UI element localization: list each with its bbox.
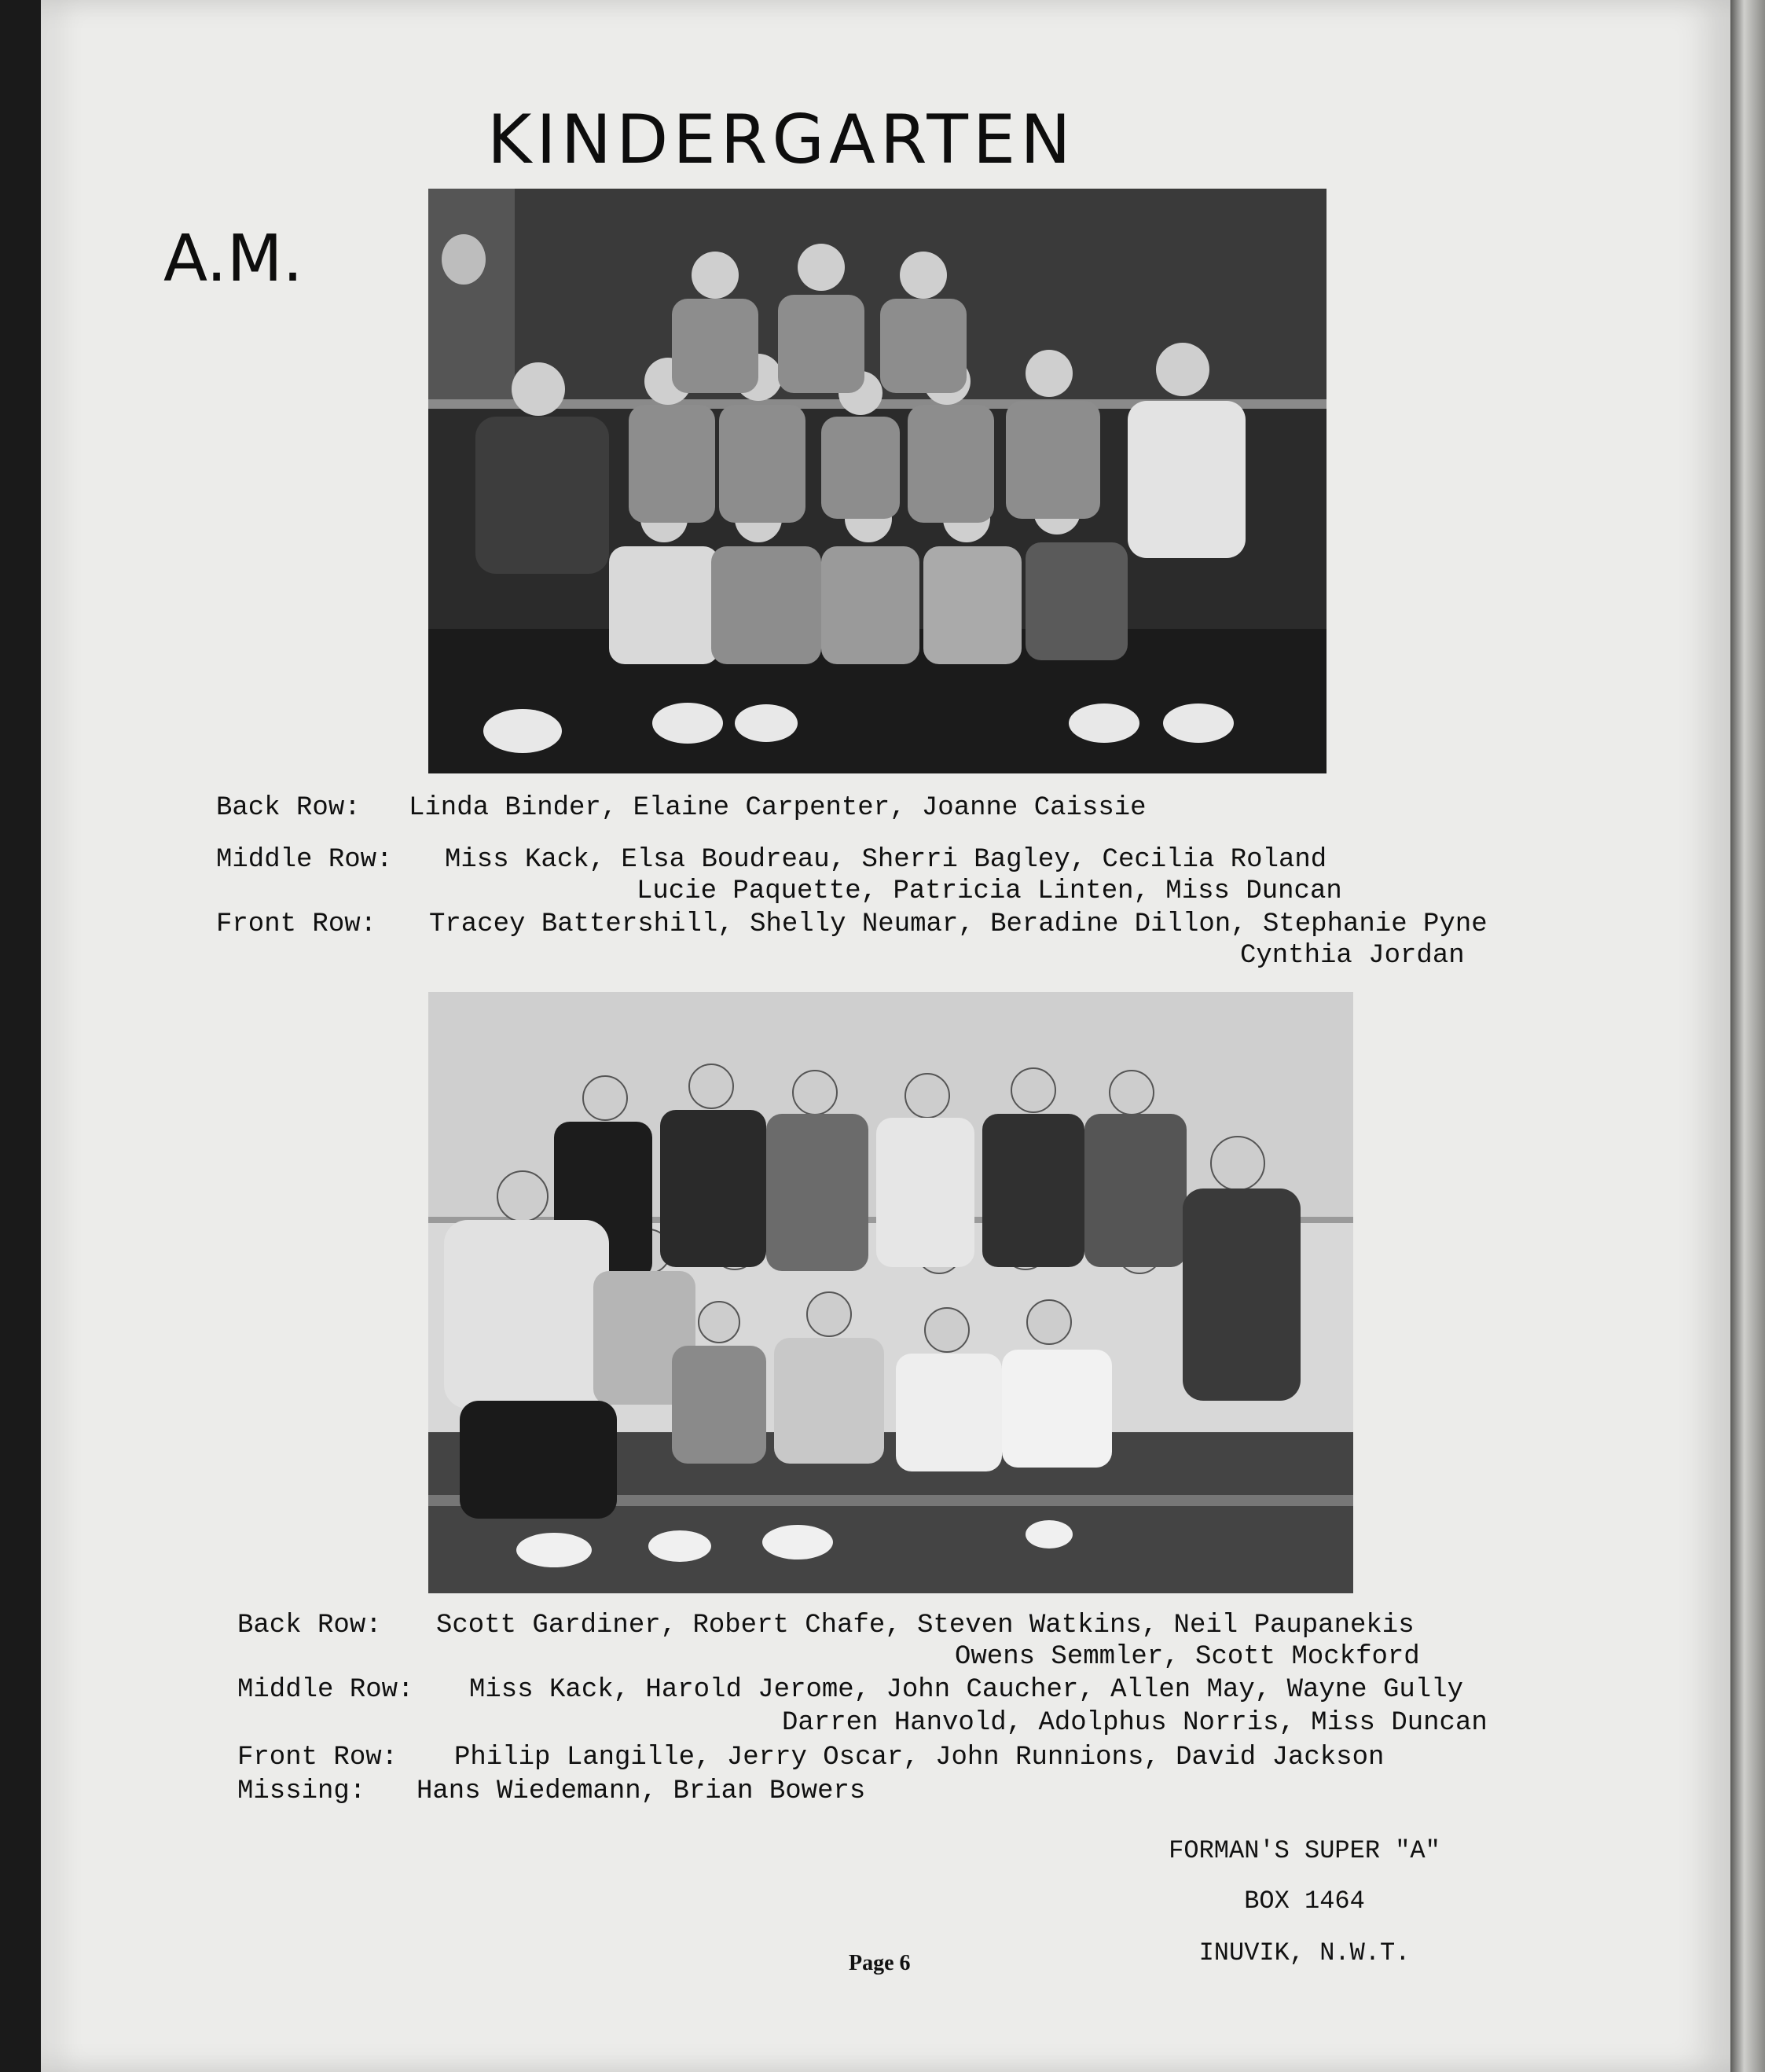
caption1-front-names-2: Cynthia Jordan [1240, 941, 1465, 971]
caption1-front-label: Front Row: [216, 909, 377, 939]
caption2-middle-label: Middle Row: [237, 1675, 414, 1705]
page-edge [1730, 0, 1765, 2072]
caption1-front-names-1: Tracey Battershill, Shelly Neumar, Beradine Dillon, Stephanie Pyne [429, 909, 1488, 939]
caption2-front-names: Philip Langille, Jerry Oscar, John Runnions, David Jackson [454, 1743, 1385, 1773]
caption1-middle-label: Middle Row: [216, 845, 393, 875]
caption2-missing-label: Missing: [237, 1776, 366, 1806]
caption2-back-names-2: Owens Semmler, Scott Mockford [955, 1642, 1420, 1672]
class-photo-am-girls [428, 189, 1327, 773]
caption2-middle-names-2: Darren Hanvold, Adolphus Norris, Miss Duncan [782, 1708, 1488, 1738]
caption1-middle-names-2: Lucie Paquette, Patricia Linten, Miss Duncan [637, 876, 1342, 906]
caption2-missing-names: Hans Wiedemann, Brian Bowers [416, 1776, 866, 1806]
caption2-back-names-1: Scott Gardiner, Robert Chafe, Steven Watkins, Neil Paupanekis [436, 1611, 1415, 1640]
caption1-back-label: Back Row: [216, 793, 361, 823]
session-label: A.M. [163, 222, 303, 296]
caption2-back-label: Back Row: [237, 1611, 382, 1640]
caption2-middle-names-1: Miss Kack, Harold Jerome, John Caucher, Allen May, Wayne Gully [469, 1675, 1464, 1705]
caption1-middle-names-1: Miss Kack, Elsa Boudreau, Sherri Bagley, Cecilia Roland [445, 845, 1327, 875]
advertiser-box: BOX 1464 [1244, 1886, 1365, 1916]
caption2-front-label: Front Row: [237, 1743, 398, 1773]
advertiser-location: INUVIK, N.W.T. [1198, 1938, 1411, 1967]
page-title: KINDERGARTEN [487, 101, 1076, 179]
advertiser-name: FORMAN'S SUPER "A" [1169, 1836, 1440, 1865]
caption1-back-names: Linda Binder, Elaine Carpenter, Joanne Caissie [409, 793, 1147, 823]
class-photo-am-boys [428, 992, 1353, 1593]
page-number: Page 6 [849, 1951, 911, 1975]
